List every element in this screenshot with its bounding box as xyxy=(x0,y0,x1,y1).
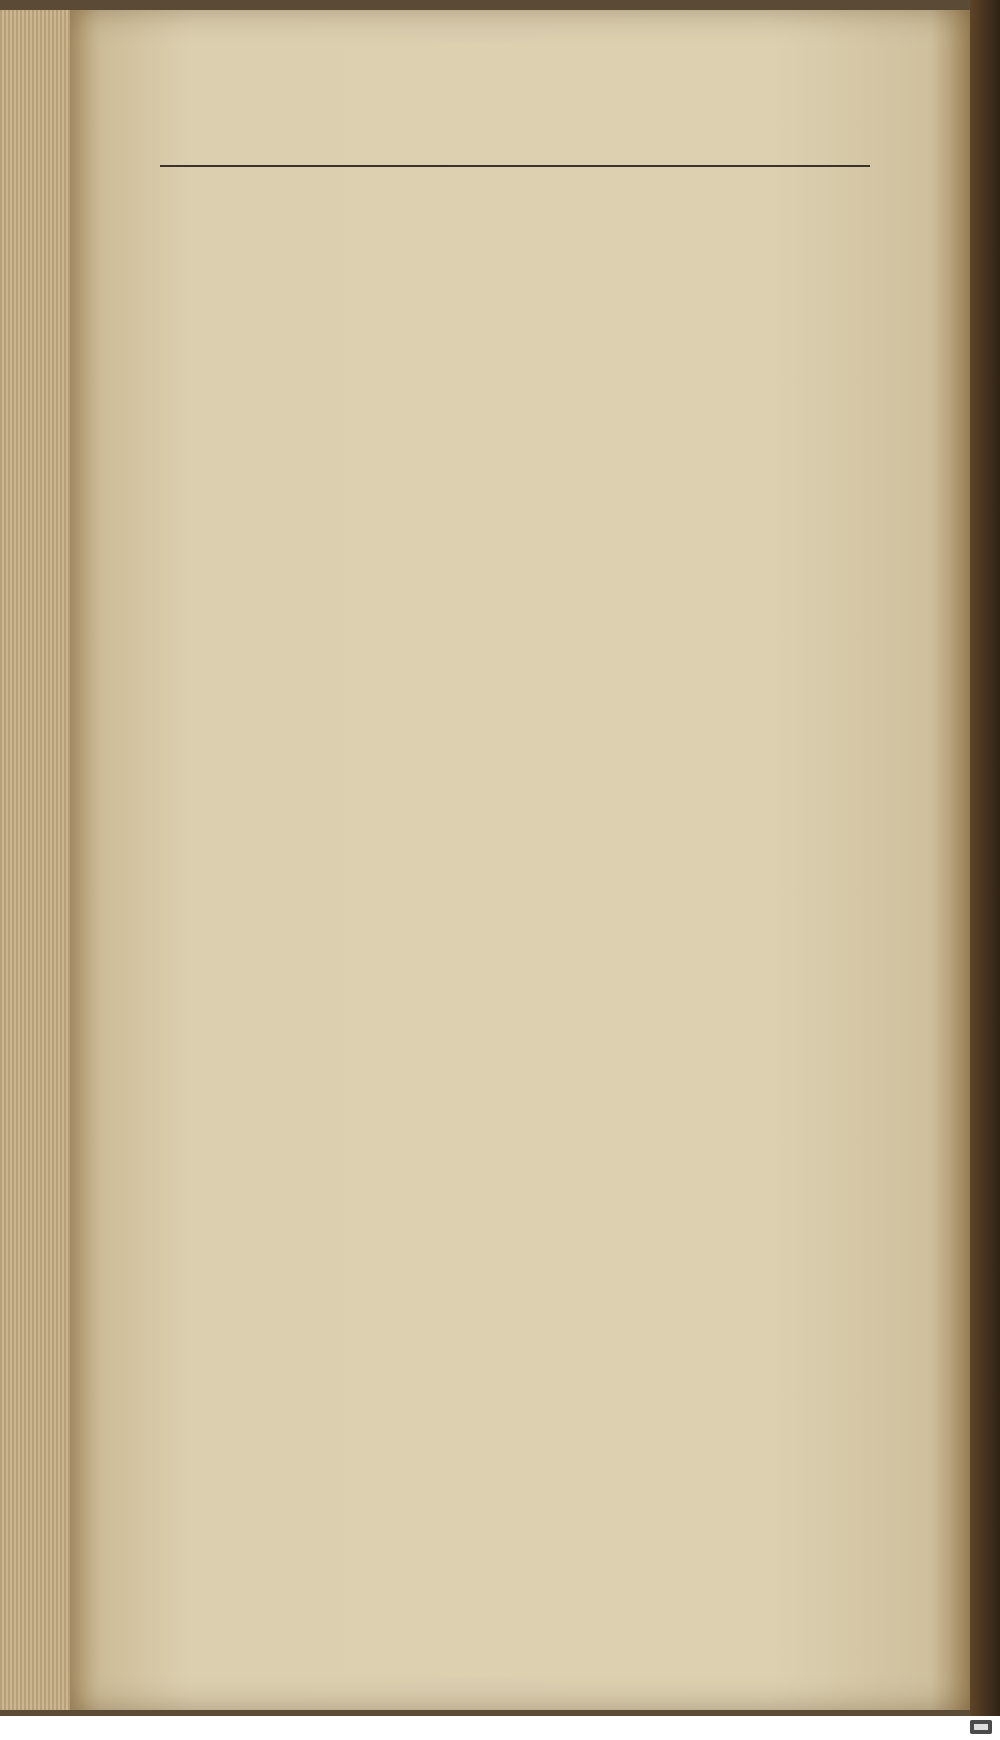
footer-bar xyxy=(0,1716,1000,1740)
dfg-logo-icon xyxy=(970,1720,992,1734)
left-body-text xyxy=(180,392,580,1722)
book-binding-edge xyxy=(970,0,1000,1740)
page-fore-edge xyxy=(0,10,70,1710)
page-header xyxy=(160,118,870,168)
summary-notes xyxy=(200,168,580,318)
header-rule xyxy=(160,165,870,167)
right-body-text xyxy=(600,168,970,1248)
